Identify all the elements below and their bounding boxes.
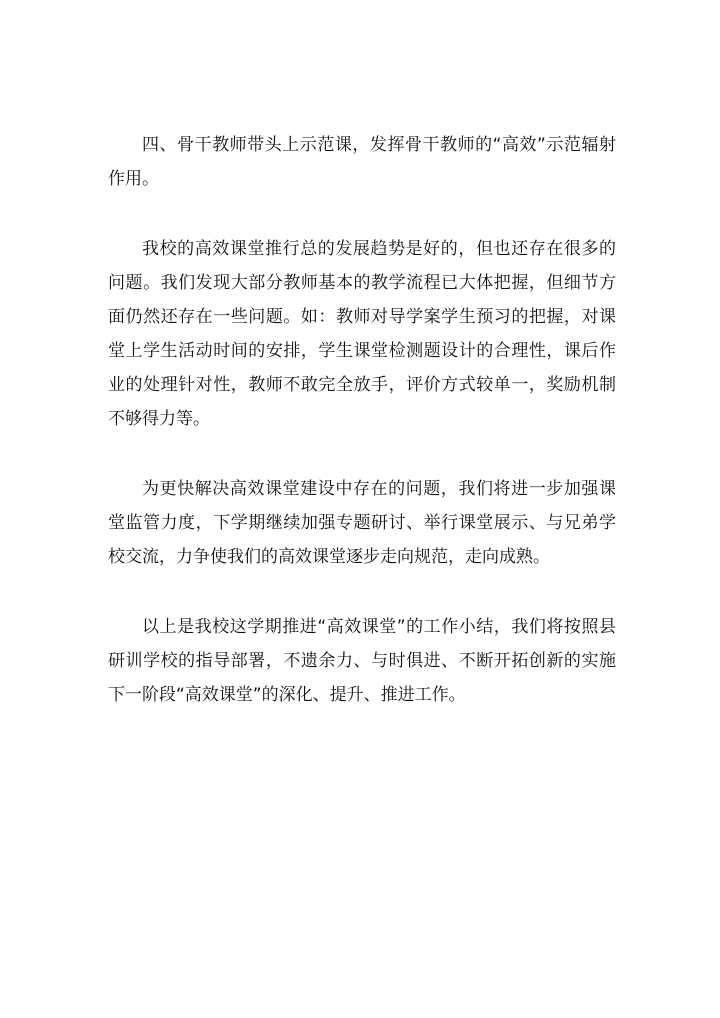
paragraph-section-four: 四、骨干教师带头上示范课，发挥骨干教师的“高效”示范辐射作用。 <box>108 135 616 189</box>
paragraph-plans: 为更快解决高效课堂建设中存在的问题，我们将进一步加强课堂监管力度，下学期继续加强专题研讨、举行课堂展示、与兄弟学校交流，力争使我们的高效课堂逐步走向规范，走向成熟。 <box>108 479 616 567</box>
paragraph-summary: 以上是我校这学期推进“高效课堂”的工作小结，我们将按照县研训学校的指导部署，不遗余力、与时俱进、不断开拓创新的实施下一阶段“高效课堂”的深化、提升、推进工作。 <box>108 617 616 705</box>
paragraph-problems: 我校的高效课堂推行总的发展趋势是好的，但也还存在很多的问题。我们发现大部分教师基本的教学流程已大体把握，但细节方面仍然还存在一些问题。如：教师对导学案学生预习的把握，对课堂上学生活动时间的安排，学生课堂检测题设计的合理性，课后作业的处理针对性，教师不敢完全放手，评价方式较单一，奖励机制不够得力等。 <box>108 239 616 429</box>
document-body <box>108 128 616 748</box>
